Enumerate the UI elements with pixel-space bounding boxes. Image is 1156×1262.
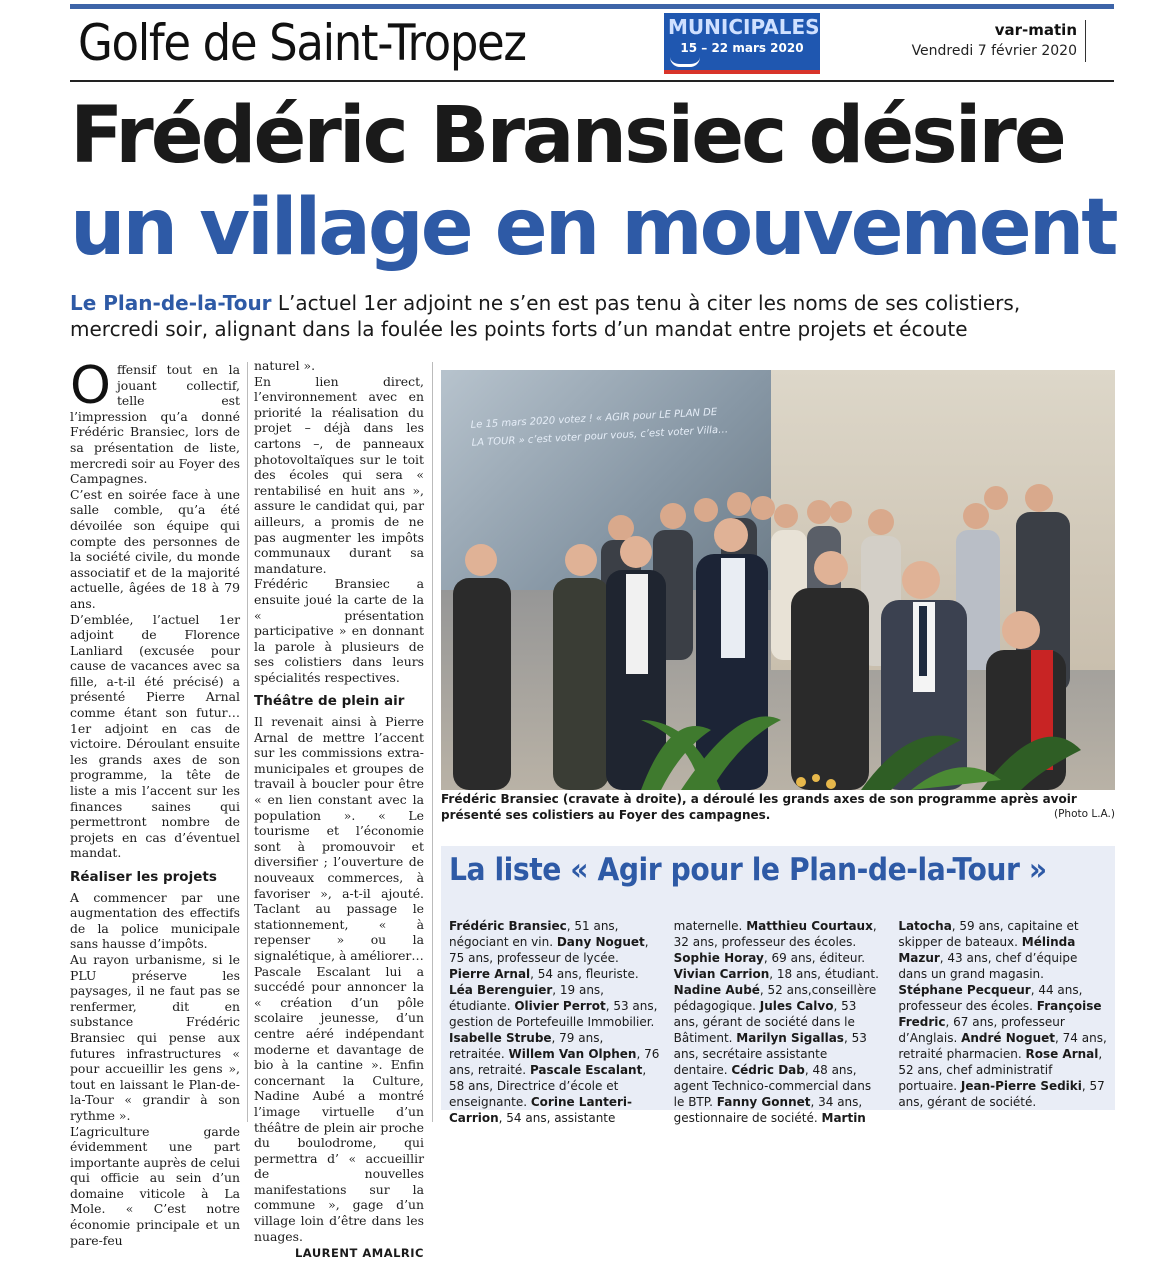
article-paragraph: Il revenait ainsi à Pierre Arnal de mettre l’accent sur les commissions extra-municipales et groupes de travail à boucler pour être « en lien constant avec la population ». « Le tourisme et l’économie sont à promouvoir et diversifier ; l’ouverture de nouveaux commerces, à favoriser », a-t-il ajouté. Taclant au passage le stationnement, « à repenser » ou la signalétique, à améliorer… <box>254 714 424 963</box>
drop-cap: O <box>70 356 111 416</box>
candidate-name: Isabelle Strube <box>449 1031 552 1045</box>
article-paragraph: naturel ». <box>254 358 316 373</box>
photo-credit: (Photo L.A.) <box>1053 808 1115 820</box>
article-paragraph: En lien direct, l’environnement avec en priorité la réalisation du projet – déjà dans les cartons –, de panneaux photovoltaïques sur le toit des écoles qui sera « rentabilisé en huit ans », assure le candidat qui, par ailleurs, a promis de ne pas augmenter les impôts communaux durant sa mandature. <box>254 373 424 576</box>
candidate-description: , 57 ans, gérant de société. <box>898 1079 1105 1109</box>
candidate-entry <box>674 951 865 965</box>
article-paragraph: Au rayon urbanisme, si le PLU préserve les paysages, il ne faut pas se renfermer, dit en substance Frédéric Bransiec qui pense aux futures infrastructures « pour accueillir les gens », tout en laissant le Plan-de-la-Tour « grandir à son rythme ». <box>70 951 240 1123</box>
candidate-name: Françoise Fredric <box>898 999 1102 1029</box>
candidate-description: , 67 ans, professeur d’Anglais. <box>898 1015 1065 1045</box>
article-column-2 <box>254 358 424 1262</box>
article-paragraph: L’agriculture garde évidemment une part importante auprès de celui qui officie au sein d’un domaine viticole à La Mole. « C’est notre économie principale et un pare-feu <box>70 1123 240 1248</box>
candidate-description: , 69 ans, éditeur. <box>763 951 866 965</box>
headline <box>70 90 1114 274</box>
subheading-realiser: Réaliser les projets <box>70 869 217 885</box>
candidate-description: , 53 ans, gérant de société dans le Bâtiment. <box>673 999 857 1045</box>
candidate-description: , 53 ans, gestion de Portefeuille Immobilier. <box>449 999 658 1029</box>
issue-date: Vendredi 7 février 2020 <box>911 43 1077 59</box>
top-rule <box>70 4 1114 9</box>
candidate-name: Olivier Perrot <box>514 999 606 1013</box>
candidate-description: , 44 ans, professeur des écoles. <box>898 983 1083 1013</box>
screen-slogan: Le 15 mars 2020 votez ! « AGIR pour LE PLAN DE LA TOUR » c’est voter pour vous, c’est voter Villa… <box>470 406 729 449</box>
candidate-name: Pascale Escalant <box>529 1063 643 1077</box>
candidate-description: , 54 ans, fleuriste. <box>530 967 639 981</box>
article-paragraph: D’emblée, l’actuel 1er adjoint de Florence Lanliard (excusée pour cause de vacances avec sa fille, a-t-il été précisé) a présenté Pierre Arnal comme étant son futur… 1er adjoint en cas de victoire. Déroulant ensuite les grands axes de son programme, la tête de liste a mis l’accent sur les finances saines qui permettront nombre de projets en cas d’éventuel mandat. <box>70 611 240 861</box>
logo-dates: 15 – 22 mars 2020 <box>680 41 804 55</box>
candidate-description: , 32 ans, professeur des écoles. <box>673 919 877 949</box>
column-divider <box>432 362 433 1122</box>
candidate-description: , 54 ans, assistante maternelle. <box>498 919 747 1125</box>
article-paragraph: Frédéric Bransiec a ensuite joué la carte de la « présentation participative » en donnant la parole à plusieurs de ses colistiers dans leurs spécialités respectives. <box>254 576 424 685</box>
logo-swoosh-icon <box>670 57 700 67</box>
candidate-description: , 79 ans, retraitée. <box>449 1031 604 1061</box>
photo-caption: Frédéric Bransiec (cravate à droite), a déroulé les grands axes de son programme après avoir présenté ses colistiers au Foyer des campagnes. <box>441 792 1077 822</box>
candidate-name: Marilyn Sigallas <box>736 1031 844 1045</box>
candidate-description: , 48 ans, agent Technico-commercial dans le BTP. <box>673 1063 872 1109</box>
candidate-description: , 59 ans, capitaine et skipper de bateaux. <box>898 919 1079 949</box>
candidate-name: Corine Lanteri-Carrion <box>449 1095 632 1125</box>
candidate-name: Jean-Pierre Sediki <box>960 1079 1082 1093</box>
candidate-description: , 74 ans, retraité pharmacien. <box>898 1031 1107 1061</box>
candidate-description: , 51 ans, négociant en vin. <box>449 919 619 949</box>
candidate-description: , 34 ans, gestionnaire de société. <box>673 1095 863 1125</box>
candidate-name: Fanny Gonnet <box>716 1095 811 1109</box>
candidate-name: Nadine Aubé <box>673 983 760 997</box>
candidate-entry <box>449 967 639 981</box>
candidate-name: André Noguet <box>961 1031 1056 1045</box>
article-paragraph: Pascale Escalant lui a succédé pour annoncer la « création d’un pôle scolaire jeunesse, d’un centre aéré indépendant moderne et davantage de bio à la cantine ». Enfin concernant la Culture, Nadine Aubé a montré l’image virtuelle d’un théâtre de plein air proche du boulodrome, qui permettra d’ « accueillir de nouvelles manifestations sur la commune », gage d’un village loin d’être dans les nuages. <box>254 963 424 1244</box>
headline-line-1: Frédéric Bransiec désire <box>70 91 1064 181</box>
candidate-list-title: La liste « Agir pour le Plan-de-la-Tour » <box>449 852 1047 888</box>
candidate-description: , 52 ans,conseillère pédagogique. <box>673 983 877 1013</box>
masthead <box>912 20 1086 62</box>
article-paragraph: Offensif tout en la jouant collectif, telle est l’impression qu’a donné Frédéric Bransiec, lors de sa présentation de liste, mercredi soir au Foyer des Campagnes. <box>70 356 240 487</box>
article-paragraph: C’est en soirée face à une salle comble, qu’a été dévoilée son équipe qui compte des personnes de la société civile, du monde associatif et de la majorité actuelle, âgées de 18 à 79 ans. <box>70 486 240 611</box>
section-title: Golfe de Saint-Tropez <box>78 14 526 72</box>
candidate-description: , 52 ans, chef administratif portuaire. <box>898 1047 1103 1093</box>
article-paragraph: A commencer par une augmentation des effectifs de la police municipale sans hausse d’impôts. <box>70 889 240 952</box>
candidate-description: , 53 ans, secrétaire assistante dentaire. <box>673 1031 867 1077</box>
standfirst <box>70 290 1114 342</box>
candidate-name: Rose Arnal <box>1025 1047 1099 1061</box>
byline: LAURENT AMALRIC <box>294 1246 424 1261</box>
candidate-description: , 18 ans, étudiant. <box>769 967 879 981</box>
candidate-description: , 58 ans, Directrice d’école et enseignante. <box>449 1063 647 1109</box>
group-photo <box>441 370 1115 790</box>
candidate-name: Jules Calvo <box>759 999 834 1013</box>
candidate-name: Mélinda Mazur <box>898 935 1076 965</box>
article-column-1 <box>70 356 240 1248</box>
candidate-name: Willem Van Olphen <box>508 1047 637 1061</box>
headline-line-2: un village en mouvement <box>70 183 1116 273</box>
municipales-logo <box>664 13 820 74</box>
candidate-description: , 76 ans, retraité. <box>449 1047 660 1077</box>
candidate-name: Dany Noguet <box>556 935 645 949</box>
candidate-description: , 19 ans, étudiante. <box>449 983 604 1013</box>
candidate-name: Vivian Carrion <box>673 967 770 981</box>
candidate-name: Martin Latocha <box>821 919 952 1125</box>
candidate-description: , 75 ans, professeur de lycée. <box>449 935 649 965</box>
header-rule <box>70 80 1114 82</box>
subheading-theatre: Théâtre de plein air <box>254 693 405 710</box>
newspaper-name: var-matin <box>994 21 1077 39</box>
candidate-name: Léa Berenguier <box>449 983 553 997</box>
candidate-name: Cédric Dab <box>731 1063 805 1077</box>
candidate-name: Stéphane Pecqueur <box>898 983 1031 997</box>
candidate-name: Matthieu Courtaux <box>746 919 873 933</box>
column-divider <box>247 362 248 1122</box>
logo-title: MUNICIPALES <box>668 15 820 39</box>
photo-people-illustration <box>441 490 1115 790</box>
candidate-list <box>449 918 1109 1126</box>
standfirst-text: L’actuel 1er adjoint ne s’en est pas tenu à citer les noms de ses colistiers, mercredi soir, alignant dans la foulée les points forts d’un mandat entre projets et écoute <box>70 291 1021 341</box>
candidate-name: Sophie Horay <box>673 951 764 965</box>
standfirst-location: Le Plan-de-la-Tour <box>70 291 272 315</box>
candidate-list-box <box>441 846 1115 1125</box>
candidate-name: Frédéric Bransiec <box>449 919 567 933</box>
candidate-entry <box>674 967 879 981</box>
candidate-name: Pierre Arnal <box>449 967 531 981</box>
candidate-description: , 43 ans, chef d’équipe dans un grand magasin. <box>898 951 1078 981</box>
